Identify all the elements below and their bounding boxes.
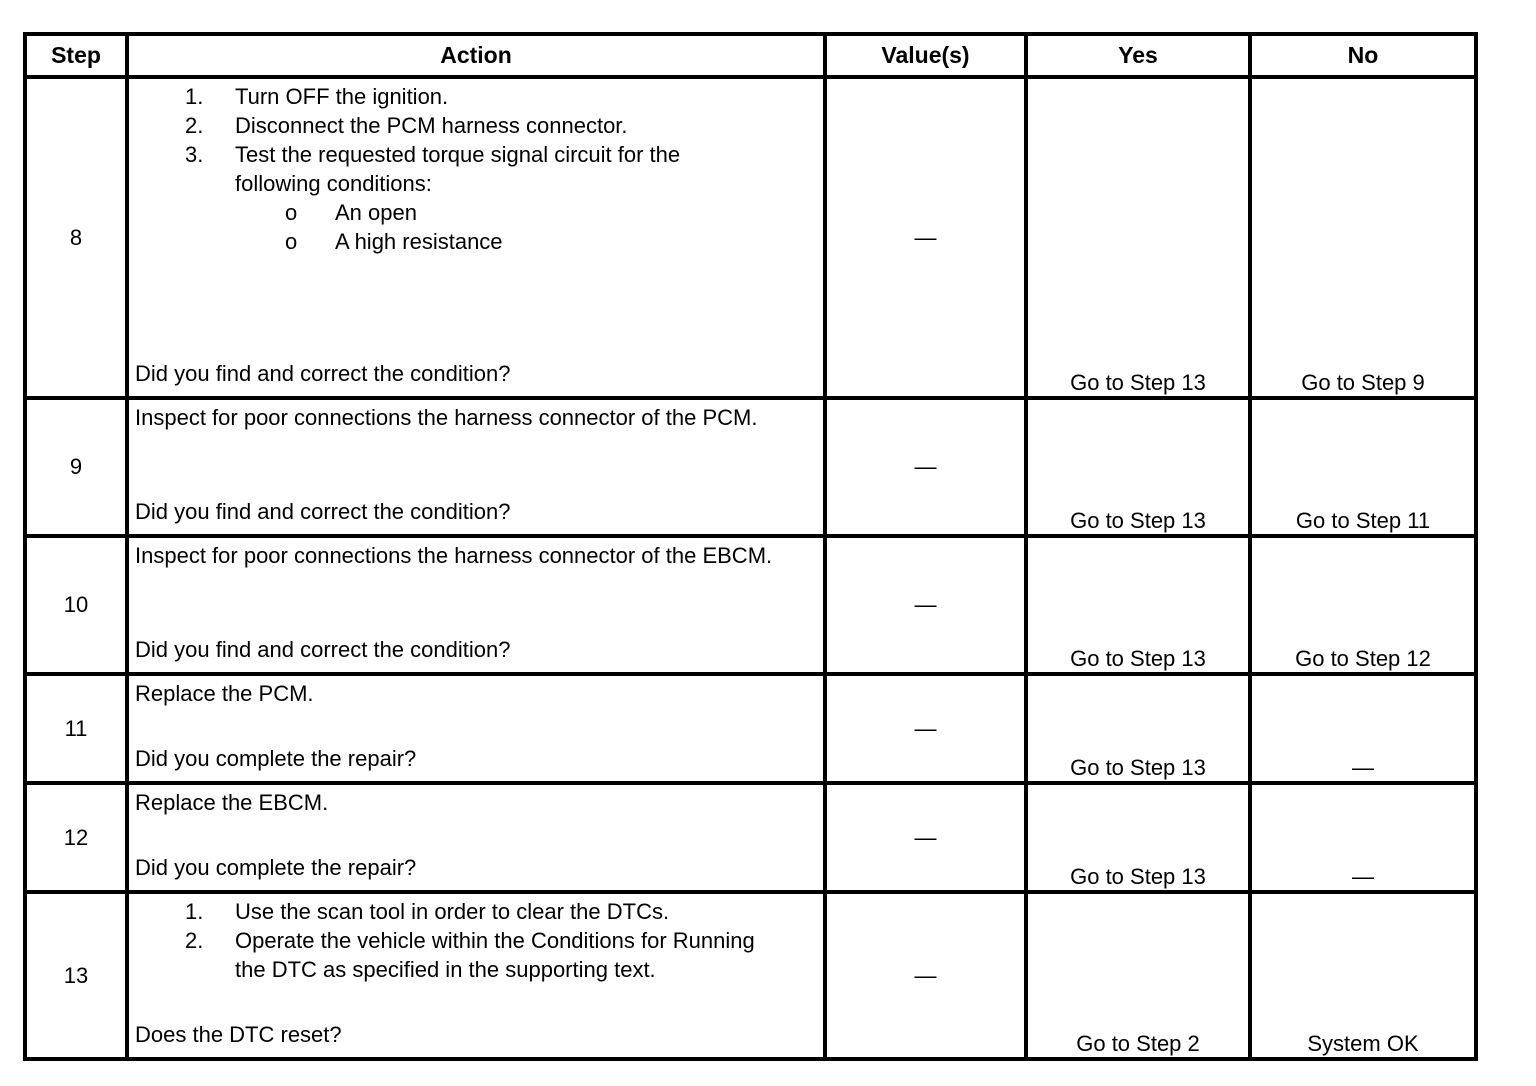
yes-cell: Go to Step 13 [1026, 77, 1250, 398]
condition-list [135, 198, 817, 256]
bullet-icon: o [285, 200, 298, 225]
yes-cell: Go to Step 13 [1026, 398, 1250, 536]
list-item [235, 227, 817, 256]
table-row [25, 77, 1476, 398]
header-yes: Yes [1026, 34, 1250, 77]
header-action: Action [127, 34, 825, 77]
table-row [25, 536, 1476, 674]
list-item [235, 198, 817, 227]
value-cell: — [825, 536, 1026, 674]
header-row [25, 34, 1476, 77]
diagnostic-table [23, 32, 1478, 1061]
no-cell: — [1250, 783, 1476, 892]
action-steps [135, 897, 817, 984]
no-cell: System OK [1250, 892, 1476, 1059]
list-item [135, 82, 817, 111]
action-cell [127, 77, 825, 398]
list-text: Test the requested torque signal circuit for the following conditions: [235, 142, 681, 196]
yes-cell: Go to Step 13 [1026, 674, 1250, 783]
list-text: Turn OFF the ignition. [235, 84, 449, 109]
list-text: A high resistance [335, 229, 503, 254]
action-cell [127, 398, 825, 536]
yes-cell: Go to Step 13 [1026, 783, 1250, 892]
action-cell [127, 783, 825, 892]
list-text: An open [335, 200, 417, 225]
list-number: 2. [185, 113, 204, 138]
list-number: 1. [185, 899, 204, 924]
header-step: Step [25, 34, 127, 77]
action-question: Did you complete the repair? [135, 746, 417, 771]
action-steps [135, 82, 817, 198]
action-text: Replace the PCM. [135, 681, 314, 706]
list-number: 3. [185, 142, 204, 167]
list-text: Disconnect the PCM harness connector. [235, 113, 628, 138]
no-cell: Go to Step 12 [1250, 536, 1476, 674]
list-item [135, 897, 817, 926]
table-row [25, 674, 1476, 783]
action-text: Inspect for poor connections the harness connector of the EBCM. [135, 543, 773, 568]
list-text: Operate the vehicle within the Conditions for Running the DTC as specified in the supporting text. [235, 928, 755, 982]
step-number: 12 [25, 783, 127, 892]
action-question: Does the DTC reset? [135, 1022, 342, 1047]
step-number: 9 [25, 398, 127, 536]
action-question: Did you find and correct the condition? [135, 361, 511, 386]
action-question: Did you complete the repair? [135, 855, 417, 880]
value-cell: — [825, 892, 1026, 1059]
header-values: Value(s) [825, 34, 1026, 77]
table-row [25, 398, 1476, 536]
step-number: 11 [25, 674, 127, 783]
list-item [135, 140, 817, 198]
step-number: 10 [25, 536, 127, 674]
table-row [25, 783, 1476, 892]
value-cell: — [825, 783, 1026, 892]
list-text: Use the scan tool in order to clear the DTCs. [235, 899, 670, 924]
list-number: 1. [185, 84, 204, 109]
action-question: Did you find and correct the condition? [135, 499, 511, 524]
action-cell [127, 674, 825, 783]
step-number: 13 [25, 892, 127, 1059]
action-text: Replace the EBCM. [135, 790, 329, 815]
list-number: 2. [185, 928, 204, 953]
value-cell: — [825, 674, 1026, 783]
yes-cell: Go to Step 2 [1026, 892, 1250, 1059]
bullet-icon: o [285, 229, 298, 254]
action-question: Did you find and correct the condition? [135, 637, 511, 662]
step-number: 8 [25, 77, 127, 398]
action-cell [127, 892, 825, 1059]
no-cell: — [1250, 674, 1476, 783]
list-item [135, 111, 817, 140]
action-cell [127, 536, 825, 674]
yes-cell: Go to Step 13 [1026, 536, 1250, 674]
value-cell: — [825, 77, 1026, 398]
action-text: Inspect for poor connections the harness connector of the PCM. [135, 405, 758, 430]
no-cell: Go to Step 11 [1250, 398, 1476, 536]
header-no: No [1250, 34, 1476, 77]
list-item [135, 926, 817, 984]
value-cell: — [825, 398, 1026, 536]
table-row [25, 892, 1476, 1059]
no-cell: Go to Step 9 [1250, 77, 1476, 398]
